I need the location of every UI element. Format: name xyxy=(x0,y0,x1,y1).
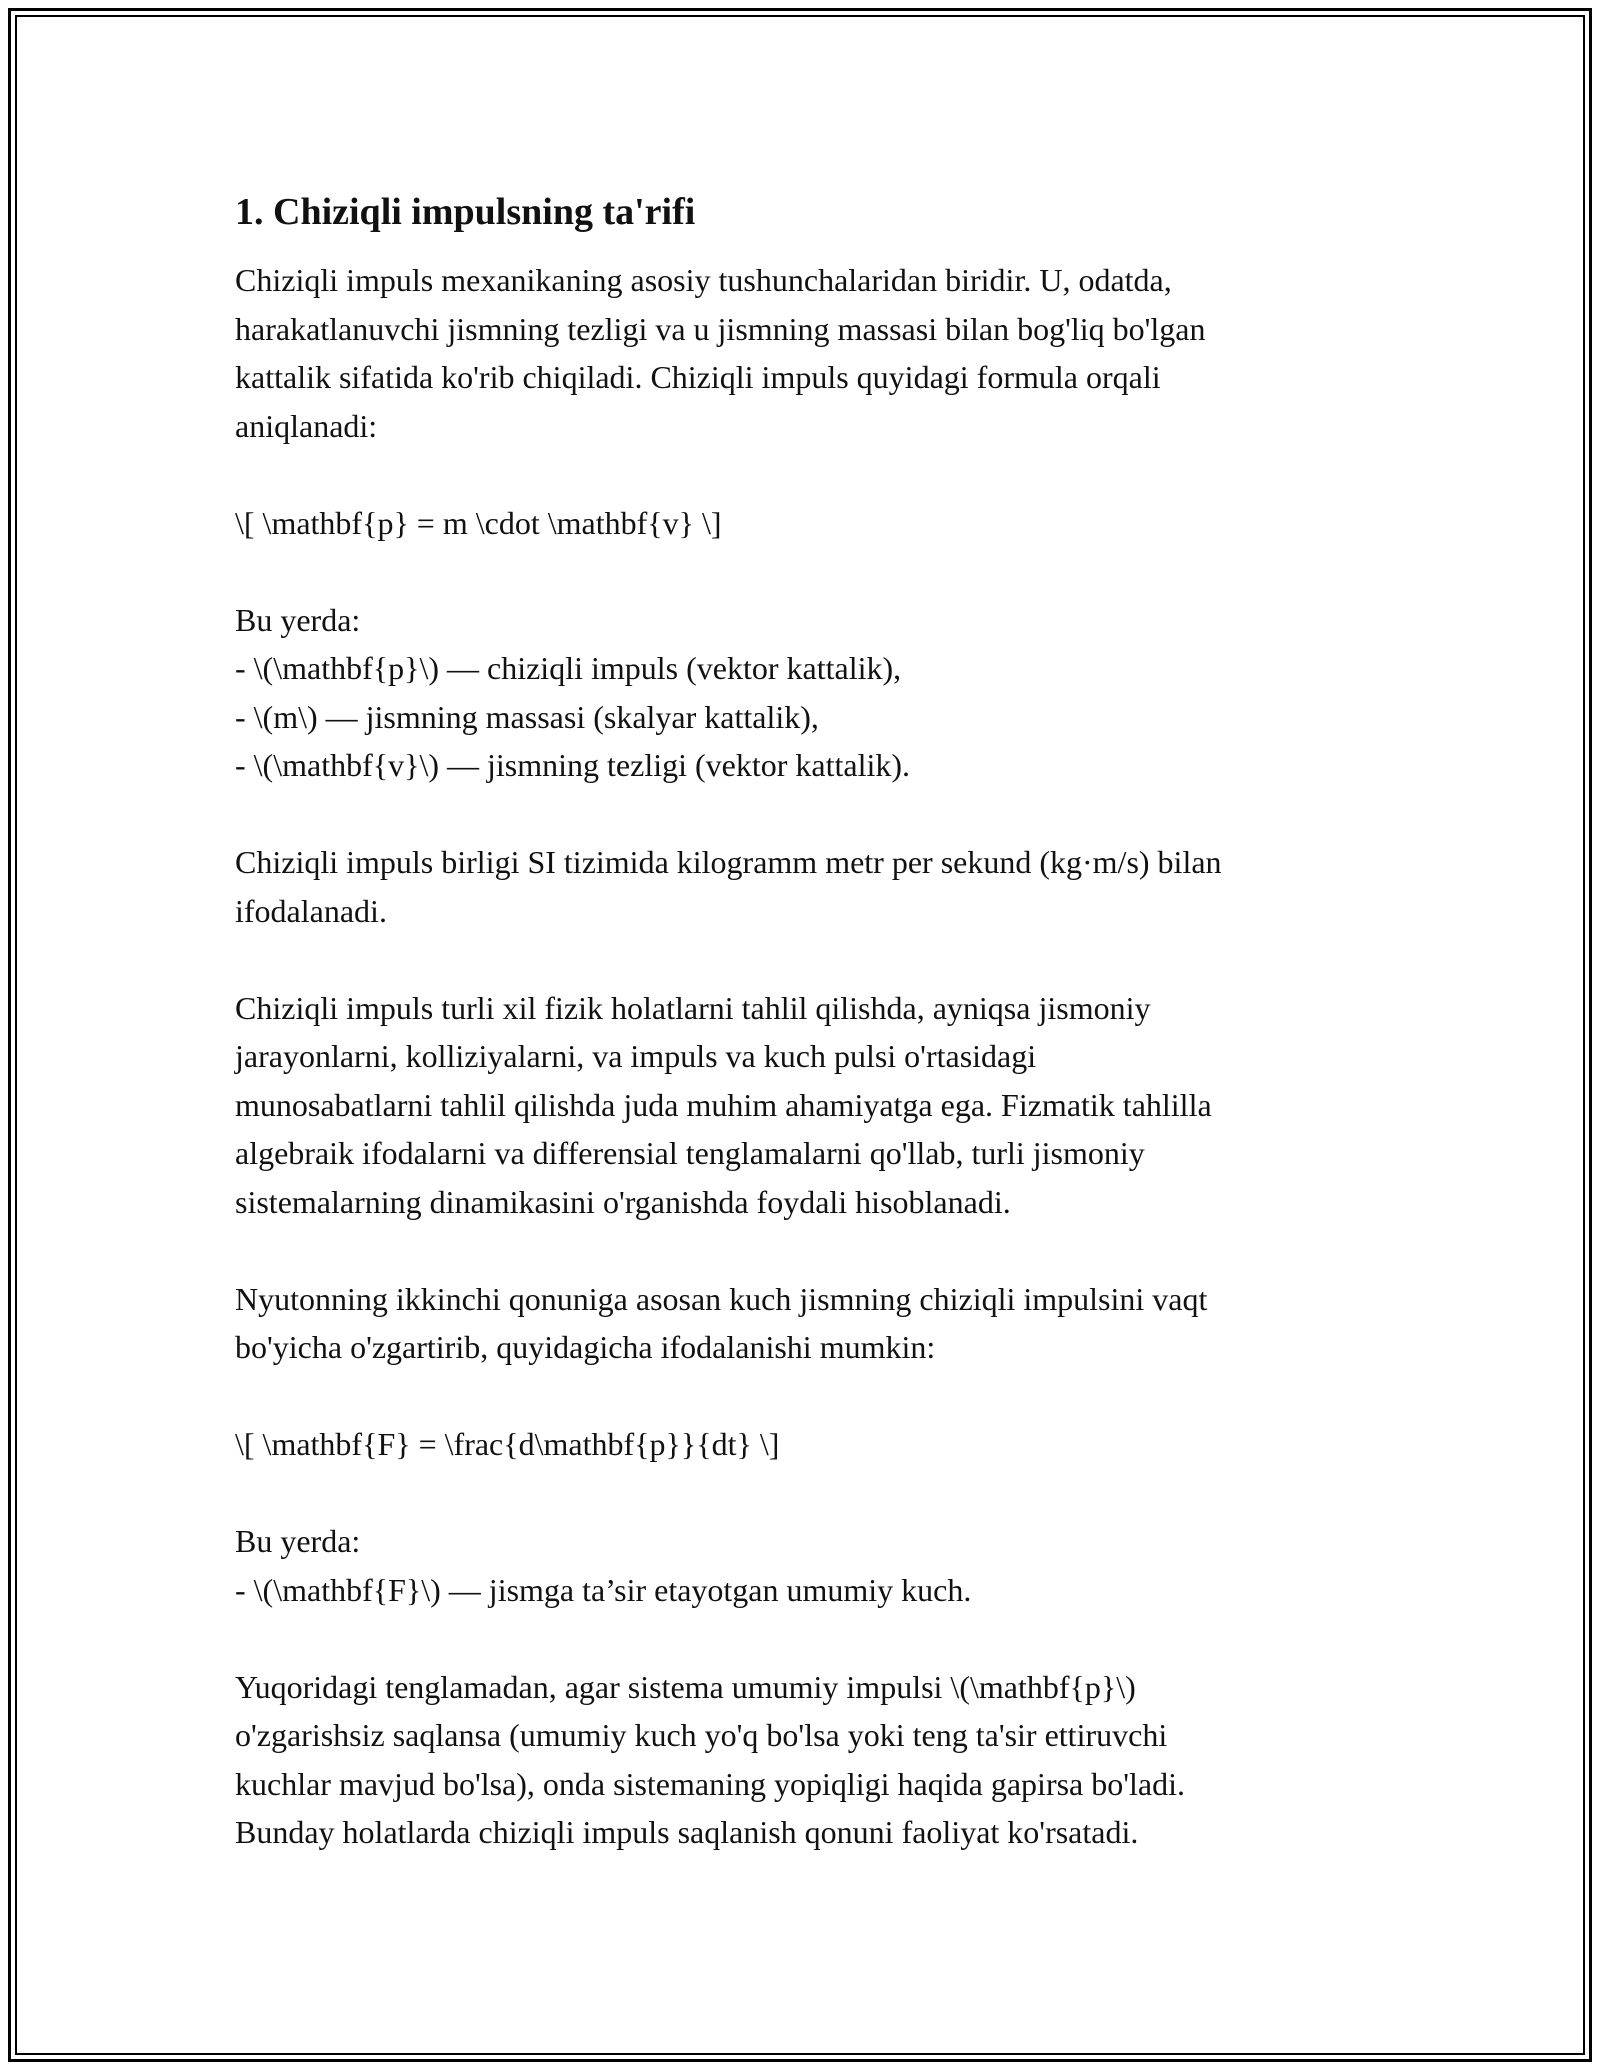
text-line: Bu yerda: xyxy=(235,1523,361,1559)
text-line: kattalik sifatida ko'rib chiqiladi. Chiziqli impuls quyidagi formula orqali xyxy=(235,359,1161,395)
paragraph xyxy=(235,1517,1375,1614)
paragraph xyxy=(235,256,1375,450)
paragraph xyxy=(235,1663,1375,1857)
paragraph xyxy=(235,1275,1375,1372)
document-body xyxy=(235,180,1375,1905)
paragraph xyxy=(235,596,1375,790)
text-line: - \(m\) — jismning massasi (skalyar kattalik), xyxy=(235,698,819,735)
text-line: ifodalanadi. xyxy=(235,892,387,929)
text-line: algebraik ifodalarni va differensial tenglamalarni qo'llab, turli jismoniy xyxy=(235,1135,1145,1171)
text-line: munosabatlarni tahlil qilishda juda muhim ahamiyatga ega. Fizmatik tahlilla xyxy=(235,1086,1212,1123)
paragraph xyxy=(235,838,1375,935)
text-line: Chiziqli impuls turli xil fizik holatlarni tahlil qilishda, ayniqsa jismoniy xyxy=(235,989,1151,1026)
text-line: sistemalarning dinamikasini o'rganishda foydali hisoblanadi. xyxy=(235,1183,1011,1220)
text-line: bo'yicha o'zgartirib, quyidagicha ifodalanishi mumkin: xyxy=(235,1329,936,1365)
text-line: Chiziqli impuls mexanikaning asosiy tushunchalaridan biridir. U, odatda, xyxy=(235,262,1172,298)
paragraph xyxy=(235,984,1375,1227)
text-line: - \(\mathbf{F}\) — jismga ta’sir etayotgan umumiy kuch. xyxy=(235,1571,972,1608)
text-line: kuchlar mavjud bo'lsa), onda sistemaning yopiqligi haqida gapirsa bo'ladi. xyxy=(235,1765,1185,1802)
text-line: - \(\mathbf{p}\) — chiziqli impuls (vektor kattalik), xyxy=(235,650,902,686)
text-line: - \(\mathbf{v}\) — jismning tezligi (vektor kattalik). xyxy=(235,747,911,783)
section-title: 1. Chiziqli impulsning ta'rifi xyxy=(235,191,696,233)
text-line: Nyutonning ikkinchi qonuniga asosan kuch jismning chiziqli impulsini vaqt xyxy=(235,1280,1208,1317)
paragraph xyxy=(235,1420,1375,1469)
paragraph-container xyxy=(235,256,1375,1857)
text-line: \[ \mathbf{F} = \frac{d\mathbf{p}}{dt} \] xyxy=(235,1426,780,1462)
text-line: \[ \mathbf{p} = m \cdot \mathbf{v} \] xyxy=(235,504,722,541)
paragraph xyxy=(235,499,1375,548)
text-line: aniqlanadi: xyxy=(235,407,378,444)
text-line: harakatlanuvchi jismning tezligi va u jismning massasi bilan bog'liq bo'lgan xyxy=(235,310,1206,347)
text-line: o'zgarishsiz saqlansa (umumiy kuch yo'q bo'lsa yoki teng ta'sir ettiruvchi xyxy=(235,1717,1168,1753)
text-line: Yuqoridagi tenglamadan, agar sistema umumiy impulsi \(\mathbf{p}\) xyxy=(235,1668,1136,1705)
text-line: jarayonlarni, kolliziyalarni, va impuls va kuch pulsi o'rtasidagi xyxy=(235,1038,1037,1074)
text-line: Bu yerda: xyxy=(235,601,361,638)
text-line: Chiziqli impuls birligi SI tizimida kilogramm metr per sekund (kg·m/s) bilan xyxy=(235,844,1222,880)
text-line: Bunday holatlarda chiziqli impuls saqlanish qonuni faoliyat ko'rsatadi. xyxy=(235,1814,1139,1850)
